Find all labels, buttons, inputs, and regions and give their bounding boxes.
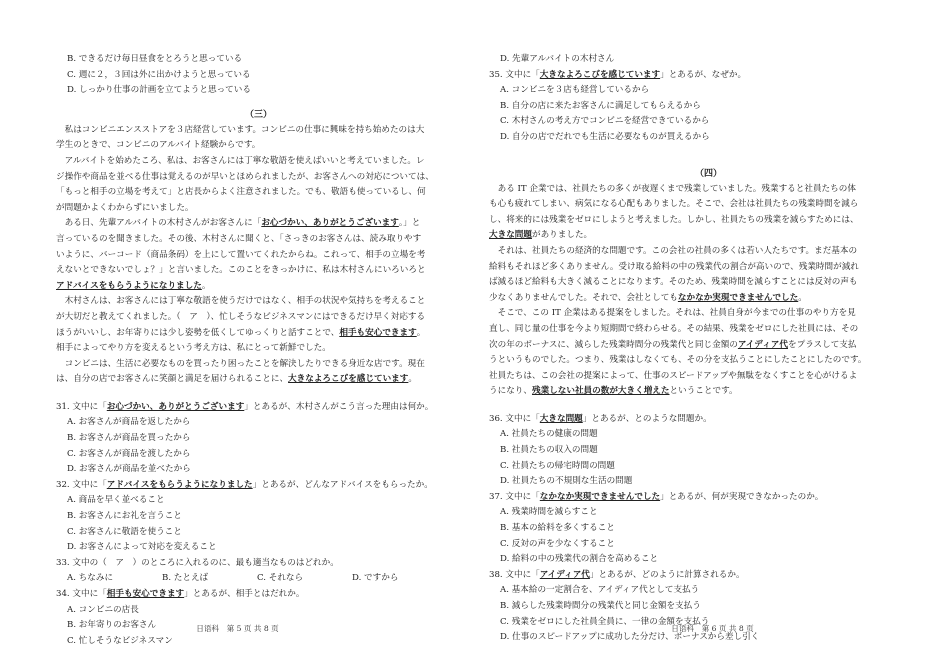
stem-text: 」とあるが、木村さんがこう言った理由は何か。: [244, 401, 434, 412]
passage-text: 次の年のボーナスに、減らした残業時間分の残業代と同じ金額の: [489, 339, 738, 350]
answer-option: B. お客さんにお礼を言うこと: [67, 511, 182, 522]
underlined-phrase: 大きな問題: [489, 230, 532, 241]
option-line: B. できるだけ毎日昼食をとろうと思っている: [67, 54, 243, 64]
answer-option: C. 社員たちの帰宅時間の問題: [500, 460, 615, 471]
stem-text: 34. 文中に「: [56, 589, 107, 599]
question-35: [489, 68, 928, 146]
answer-option: A. コンビニを３店も経営しているから: [500, 85, 650, 96]
passage-text: し、将来的には残業をゼロにしようと考えました。しかし、社員たちの残業を減らすためには、: [489, 214, 859, 225]
passage-line: [56, 372, 461, 388]
underlined-phrase: 相手も安心できます: [339, 327, 417, 338]
answer-option: A. ちなみに: [67, 573, 114, 584]
right-page: [475, 0, 950, 672]
passage-line: [489, 291, 928, 307]
underlined-phrase: お心づかい、ありがとうございます: [106, 401, 245, 412]
underlined-phrase: アイディア代: [539, 569, 590, 580]
passage-line: [489, 322, 928, 338]
passage-text: 。: [408, 374, 417, 385]
answer-option: D. 自分の店でだれでも生活に必要なものが買えるから: [500, 131, 710, 142]
answer-option: D. 社員たちの不規則な生活の問題: [500, 476, 633, 487]
passage-text: ほうがいいし、お年寄りには少し姿勢を低くしてゆっくりと話すことで、: [56, 327, 340, 338]
answer-option: C. 忙しそうなビジネスマン: [67, 635, 173, 646]
underlined-phrase: 相手も安心できます: [106, 589, 185, 599]
answer-option: A. 社員たちの健康の問題: [500, 429, 598, 440]
answer-option: C. お客さんに敬語を使うこと: [67, 526, 182, 537]
answer-option: D. 仕事のスピードアップに成功した分だけ、ボーナスから差し引く: [500, 632, 760, 643]
passage-line: [56, 201, 461, 217]
stem-text: 」とあるが、なぜか。: [660, 69, 747, 80]
underlined-phrase: アドバイスをもらうようになりました: [56, 280, 202, 291]
passage-line: [489, 338, 928, 354]
passage-text: うというものでした。つまり、残業はしなくても、その分を支払うことにしたことにしたのです。: [489, 355, 867, 366]
answer-option: C. 残業をゼロにした社員全員に、一律の金額を支払う: [500, 616, 710, 627]
passage: [489, 182, 928, 400]
section-title: （三）: [244, 109, 272, 120]
answer-option: C. 反対の声を少なくすること: [500, 538, 615, 549]
passage-text: アルバイトを始めたころ、私は、お客さんには丁寧な敬語を使えばいいと考えていました。レ: [56, 155, 425, 166]
passage-text: 「もっと相手の立場を考えて」と店長からよく注意されました。でも、敬語も使っているし、何: [56, 187, 426, 198]
question-stem: [56, 400, 461, 416]
passage-text: 私はコンビニエンスストアを３店経営しています。コンビニの仕事に興味を持ち始めたのは大: [56, 124, 425, 135]
passage-text: ということです。: [669, 386, 738, 397]
answer-option: C. それなら: [257, 573, 304, 584]
answer-option: D. お客さんが商品を並べたから: [67, 464, 191, 475]
question-stem: [489, 68, 928, 84]
question-stem: [56, 478, 461, 494]
underlined-phrase: アドバイスをもらうようになりました: [106, 479, 253, 490]
passage-text: コンビニは、生活に必要なものを買ったり困ったことを解決したりできる身近な店です。現在: [56, 358, 425, 369]
stem-text: 37. 文中に「: [489, 491, 540, 502]
passage-line: [56, 294, 461, 310]
passage-line: [56, 279, 461, 295]
answer-option: A. お客さんが商品を返したから: [67, 417, 191, 428]
underlined-phrase: なかなか実現できませんでした: [539, 491, 661, 502]
passage-line: [56, 185, 461, 201]
stem-text: 38. 文中に「: [489, 569, 540, 580]
passage-line: [56, 138, 461, 154]
answer-option: D. 給料の中の残業代の割合を高めること: [500, 554, 659, 565]
passage-text: ある日、先輩アルバイトの木村さんがお客さんに「: [56, 218, 262, 229]
question-stem: [489, 490, 928, 506]
passage-text: 社員たちは、この会社の提案によって、仕事のスピードアップや無駄をなくすことを心がけるよ: [489, 370, 858, 381]
underlined-phrase: 大きなよろこびを感じています: [288, 374, 409, 385]
answer-option: D. ですから: [352, 573, 399, 584]
passage: [56, 123, 461, 388]
passage-line: [489, 306, 928, 322]
passage-line: [56, 216, 461, 232]
answer-option: A. 基本給の一定割合を、アイディア代として支払う: [500, 585, 700, 596]
passage-text: が大切だと教えてくれました。（ ア ）、忙しそうなビジネスマンにはできるだけ早く対応する: [56, 311, 426, 322]
stem-text: 」とあるが、どのように計算されるか。: [589, 569, 745, 580]
question-stem: [56, 556, 461, 572]
passage-line: [489, 182, 928, 198]
passage-text: 。: [416, 327, 426, 338]
answer-option: A. 残業時間を減らすこと: [500, 507, 598, 518]
answer-option: B. 減らした残業時間分の残業代と同じ金額を支払う: [500, 601, 701, 611]
option-line: D. しっかり仕事の計画を立てようと思っている: [67, 85, 251, 96]
stem-text: 36. 文中に「: [489, 413, 540, 424]
passage-text: をプラスして支払: [788, 339, 857, 350]
passage-text: 木村さんは、お客さんには丁寧な敬語を使うだけではなく、相手の状況や気持ちを考えること: [56, 296, 426, 307]
passage-line: [489, 260, 928, 276]
passage-text: 少なくありませんでした。それで、会社としても: [489, 292, 678, 303]
underlined-phrase: 大きな問題: [539, 413, 583, 424]
passage-text: うになり、: [489, 386, 532, 397]
answer-option: B. 自分の店に来たお客さんに満足してもらえるから: [500, 100, 701, 111]
passage-line: [56, 263, 461, 279]
passage-line: [489, 275, 928, 291]
stem-text: 31. 文中に「: [56, 401, 107, 412]
passage-line: [489, 213, 928, 229]
passage-text: それは、社員たちの経済的な問題です。この会社の社員の多くは若い人たちです。まだ基本の: [489, 245, 858, 256]
answer-option: D. お客さんによって対応を変えること: [67, 542, 217, 553]
passage-text: ば減るほど給料も大きく減ることになります。そのため、残業時間を減らすことには反対の声も: [489, 277, 858, 288]
answer-option: C. お客さんが商品を渡したから: [67, 448, 191, 459]
passage-text: ある IT 企業では、社員たちの多くが夜遅くまで残業していました。残業すると社員たちの体: [489, 183, 856, 194]
passage-line: [489, 353, 928, 369]
passage-line: [56, 123, 461, 139]
passage-text: は、自分の店でお客さんに笑顔と満足を届けられることに、: [56, 374, 289, 385]
question-list: [489, 412, 928, 646]
question-stem: [56, 587, 461, 603]
page-footer: 日语科 第 5 页 共 8 页: [196, 624, 279, 633]
passage-line: [56, 170, 461, 186]
passage-text: が問題かよくわからずにいました。: [56, 202, 194, 213]
underlined-phrase: 大きなよろこびを感じています: [539, 69, 661, 80]
passage-text: 。: [201, 280, 211, 291]
underlined-phrase: 残業しない社員の数が大きく増えた: [531, 386, 670, 397]
underlined-phrase: お心づかい、ありがとうございます: [261, 218, 399, 229]
passage-line: [56, 357, 461, 373]
passage-text: 相手によってやり方を変えるという考え方は、私にとって新鮮でした。: [56, 343, 331, 354]
option-line: C. 週に２，３回は外に出かけようと思っている: [67, 69, 251, 80]
passage-line: [56, 248, 461, 264]
underlined-phrase: なかなか実現できませんでした: [677, 292, 799, 303]
answer-option: B. 基本の給料を多くすること: [500, 523, 615, 534]
question-list: [56, 400, 461, 650]
passage-line: [489, 369, 928, 385]
answer-option: B. お客さんが商品を買ったから: [67, 433, 191, 444]
answer-option: A. 商品を早く並べること: [67, 495, 165, 506]
stem-text: 」とあるが、とのような問題か。: [582, 413, 712, 424]
passage-line: [489, 384, 928, 400]
stem-text: 」とあるが、どんなアドバイスをもらったか。: [252, 479, 433, 490]
answer-option: C. 木村さんの考え方でコンビニを経営できているから: [500, 116, 710, 127]
passage-line: [489, 244, 928, 260]
passage-line: [56, 154, 461, 170]
passage-text: も心も疲れてしまい、病気になる心配もありました。そこで、会社は社員たちの残業時間を減ら: [489, 199, 859, 210]
passage-text: 。: [798, 292, 807, 303]
page-footer: 日语科 第 6 页 共 8 页: [671, 624, 754, 633]
section-title: （四）: [694, 168, 722, 179]
stem-text: 32. 文中に「: [56, 479, 107, 490]
option-line: D. 先輩アルバイトの木村さん: [500, 54, 615, 64]
passage-text: がありました。: [531, 230, 593, 241]
underlined-phrase: アイディア代: [737, 339, 788, 350]
passage-text: 学生のときで、コンビニのアルバイト経験からです。: [56, 140, 261, 151]
passage-text: 直し、同じ量の仕事を今より短期間で終わらせる。その結果、残業をゼロにした社員には、その: [489, 323, 859, 334]
passage-text: ジ操作や商品を並べる仕事は覚えるのが早いとほめられましたが、お客さんへの対応については、: [56, 171, 434, 182]
passage-line: [56, 310, 461, 326]
passage-text: えないとできないでしょ？」と言いました。このことをきっかけに、私は木村さんにいろいろと: [56, 265, 426, 276]
passage-text: 。」と: [398, 218, 421, 229]
stem-text: 」とあるが、相手とはだれか。: [184, 589, 305, 599]
passage-line: [489, 228, 928, 244]
passage-line: [56, 232, 461, 248]
question-stem: [489, 412, 928, 428]
answer-option: A. コンビニの店長: [67, 604, 139, 615]
passage-text: そこで、この IT 企業はある提案をしました。それは、社員自身が今までの仕事のやり方を見: [489, 308, 856, 319]
inline-options: [56, 571, 461, 587]
stem-text: 」とあるが、何が実現できなかったのか。: [660, 491, 824, 502]
passage-line: [56, 341, 461, 357]
passage-text: 給料もそれほど多くありません。受け取る給料の中の残業代の割合が高いので、残業時間が減れ: [489, 261, 859, 272]
passage-line: [56, 326, 461, 342]
stem-text: 35. 文中に「: [489, 69, 540, 80]
answer-option: B. たとえば: [162, 573, 209, 584]
passage-line: [489, 197, 928, 213]
answer-option: B. お年寄りのお客さん: [67, 620, 157, 631]
passage-text: 言っているのを聞きました。その後、木村さんに聞くと、「さっきのお客さんは、読み取りやす: [56, 233, 422, 244]
passage-text: いように、バーコード（商品条码）を上にして置いてくれたからね。これって、相手の立場を考: [56, 249, 426, 260]
stem-text: 33. 文中の（ ア ）のところに入れるのに、最も適当なものはどれか。: [56, 557, 339, 568]
answer-option: B. 社員たちの収入の問題: [500, 445, 598, 456]
question-stem: [489, 568, 928, 584]
